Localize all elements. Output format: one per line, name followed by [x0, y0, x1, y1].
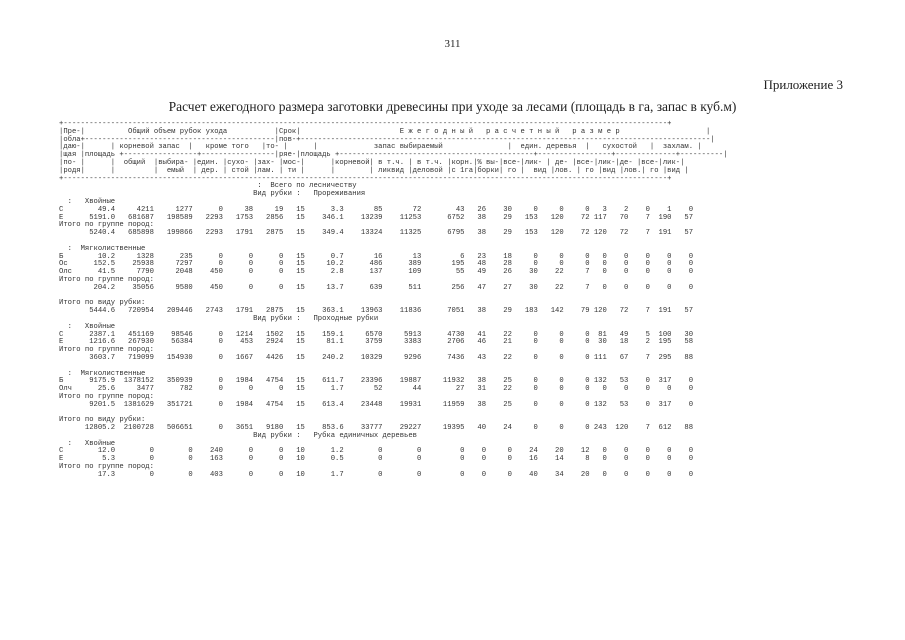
table-line: +--------------------------------------------------------------------------------------------------------------------------------------------+: [59, 174, 672, 183]
page-number: 311: [444, 38, 461, 50]
table-line: Ос 152.5 25938 7297 0 0 0 15 10.2 486 389 195 48 28 0 0 0 0 0 0 0 0: [59, 260, 694, 269]
table-line: 5444.6 720954 209446 2743 1791 2875 15 363.1 13963 11836 7051 38 29 183 142 79 120 72 7 191 57: [59, 307, 694, 316]
table-line: С 49.4 4211 1277 0 38 19 15 3.3 85 72 43 26 30 0 0 0 3 2 0 1 0: [59, 205, 694, 214]
table-line: [59, 363, 728, 371]
table-line: Б 9175.9 1378152 350939 0 1984 4754 15 611.7 23396 19887 11932 38 25 0 0 0 132 53 0 317 0: [59, 377, 694, 386]
table-line: 5240.4 685898 199866 2293 1791 2875 15 349.4 13324 11325 6795 38 29 153 120 72 120 72 7 191 57: [59, 229, 694, 238]
table-line: Олс 41.5 7790 2048 450 0 0 15 2.8 137 109 55 49 26 30 22 7 0 0 0 0 0: [59, 268, 694, 277]
table-line: : Всего по лесничеству: [59, 182, 357, 191]
table-line: |по- | | общий |выбира- |един. |сухо- |зах- |мос-| |корневой| в т.ч. | в т.ч. |корн.|% вы-|все-|лик- | де- |все-|лик-|де- |все-|лик-|: [59, 158, 685, 167]
table-line: +--------------------------------------------------------------------------------------------------------------------------------------------+: [59, 120, 672, 128]
table-line: 17.3 0 0 403 0 0 10 1.7 0 0 0 0 0 40 34 20 0 0 0 0 0: [59, 470, 694, 479]
table-line: Б 10.2 1328 235 0 0 0 15 0.7 16 13 6 23 18 0 0 0 0 0 0 0 0: [59, 252, 694, 261]
table-line: Итого по группе пород:: [59, 346, 154, 355]
appendix-label: Приложение 3: [763, 77, 843, 92]
table-line: Итого по виду рубки:: [59, 299, 146, 308]
table-line: : Мягколиственные: [59, 244, 146, 253]
table-line: 204.2 35056 9580 450 0 0 15 13.7 639 511 256 47 27 30 22 7 0 0 0 0 0: [59, 283, 694, 292]
table-line: Итого по группе пород:: [59, 221, 154, 230]
table-line: : Мягколиственные: [59, 369, 146, 378]
table-line: Итого по группе пород:: [59, 463, 154, 472]
table-line: Вид рубки : Проходные рубки: [59, 314, 379, 323]
table-line: 9201.5 1381629 351721 0 1984 4754 15 613.4 23448 19931 11959 38 25 0 0 0 132 53 0 317 0: [59, 400, 694, 409]
table-line: Е 1216.6 267930 56384 0 453 2924 15 81.1 3759 3383 2706 46 21 0 0 0 30 18 2 195 58: [59, 338, 694, 347]
table-line: Вид рубки : Прореживания: [59, 190, 366, 199]
table-line: : Хвойные: [59, 197, 116, 206]
table-line: Е 5191.0 681687 198589 2293 1753 2856 15 346.1 13239 11253 6752 38 29 153 120 72 117 70 7 190 57: [59, 213, 694, 222]
table-line: [59, 409, 728, 417]
table-line: : Хвойные: [59, 439, 116, 448]
table-line: Олч 25.6 3477 782 0 0 0 15 1.7 52 44 27 31 22 0 0 0 0 0 0 0 0: [59, 385, 694, 394]
table-line: |обла+--------------------------------------------|пов-+-----------------------------------------------------------------------------------------------|: [59, 135, 715, 144]
table-line: С 2387.1 451169 98546 0 1214 1502 15 159.1 6570 5913 4730 41 22 0 0 0 81 49 5 100 30: [59, 330, 694, 339]
table-line: |даю-| | корневой запас | кроме того |то- | | запас выбираемый | един. деревья | сухостой | захлам. |: [59, 143, 702, 152]
table-line: Е 5.3 0 0 163 0 0 10 0.5 0 0 0 0 0 16 14 8 0 0 0 0 0: [59, 455, 694, 464]
table-line: Вид рубки : Рубка единичных деревьев: [59, 431, 417, 440]
table-line: Итого по виду рубки:: [59, 416, 146, 425]
table-line: |Пре-| Общий объем рубок ухода |Срок| Е ж е г о д н ы й р а с ч е т н ы й р а з м е р |: [59, 127, 711, 136]
table-line: Итого по группе пород:: [59, 275, 154, 284]
table-line: 3603.7 719099 154930 0 1667 4426 15 240.2 10329 9296 7436 43 22 0 0 0 111 67 7 295 88: [59, 353, 694, 362]
felling-volume-table: [59, 121, 728, 480]
table-line: [59, 293, 728, 301]
table-line: Итого по группе пород:: [59, 392, 154, 401]
table-line: : Хвойные: [59, 322, 116, 331]
table-line: |щая |площадь +-----------------+-----------------|ряе-|площадь +---------------------------------------------+-----------------+--------------+----------|: [59, 151, 728, 160]
table-line: 12805.2 2100728 506651 0 3651 9180 15 853.6 33777 29227 19395 40 24 0 0 0 243 120 7 612 88: [59, 424, 694, 433]
table-line: С 12.0 0 0 240 0 0 10 1.2 0 0 0 0 0 24 20 12 0 0 0 0 0: [59, 447, 694, 456]
table-line: [59, 238, 728, 246]
document-title: Расчет ежегодного размера заготовки древесины при уходе за лесами (площадь в га, запас в куб.м): [168, 99, 737, 114]
table-line: |родя| | | емый | дер. | стой |лам. | ти | | | ликвид |деловой |с 1га|борки| го | вид |лов. | го |вид |лов.| го |вид |: [59, 166, 689, 175]
